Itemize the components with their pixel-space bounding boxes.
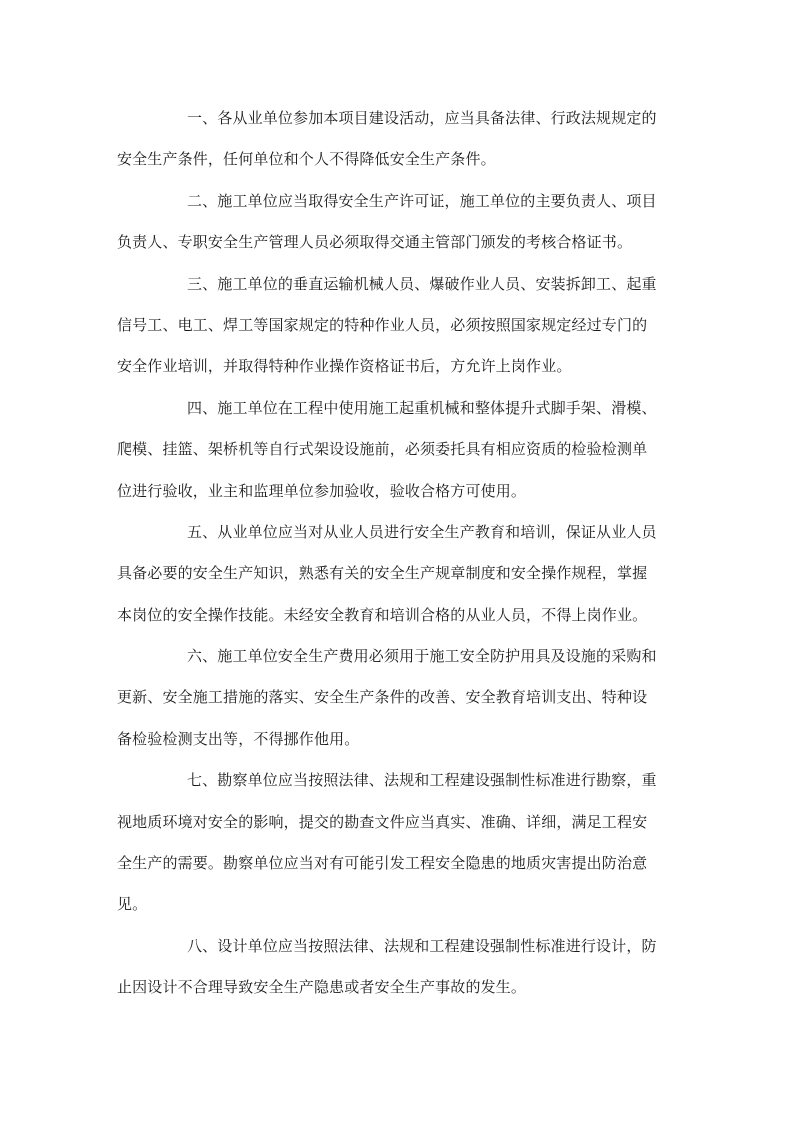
paragraph-line: 安全生产条件，任何单位和个人不得降低安全生产条件。 bbox=[117, 150, 496, 169]
paragraph-6 bbox=[117, 636, 677, 760]
paragraph-3 bbox=[117, 264, 677, 388]
paragraph-7 bbox=[117, 760, 677, 926]
paragraph-line: 七、勘察单位应当按照法律、法规和工程建设强制性标准进行勘察，重 bbox=[187, 771, 657, 790]
paragraph-line: 更新、安全施工措施的落实、安全生产条件的改善、安全教育培训支出、特种设 bbox=[117, 688, 648, 707]
paragraph-2 bbox=[117, 181, 677, 264]
paragraph-line: 位进行验收，业主和监理单位参加验收，验收合格方可使用。 bbox=[117, 481, 527, 500]
document-page bbox=[117, 98, 677, 1009]
paragraph-1 bbox=[117, 98, 677, 181]
paragraph-line: 五、从业单位应当对从业人员进行安全生产教育和培训，保证从业人员 bbox=[187, 522, 657, 541]
paragraph-line: 视地质环境对安全的影响，提交的勘查文件应当真实、准确、详细，满足工程安 bbox=[117, 812, 648, 831]
paragraph-line: 二、施工单位应当取得安全生产许可证，施工单位的主要负责人、项目 bbox=[187, 191, 657, 210]
paragraph-line: 止因设计不合理导致安全生产隐患或者安全生产事故的发生。 bbox=[117, 978, 527, 997]
paragraph-line: 四、施工单位在工程中使用施工起重机械和整体提升式脚手架、滑模、 bbox=[187, 398, 657, 417]
paragraph-line: 六、施工单位安全生产费用必须用于施工安全防护用具及设施的采购和 bbox=[187, 647, 657, 666]
paragraph-line: 爬模、挂篮、架桥机等自行式架设设施前，必须委托具有相应资质的检验检测单 bbox=[117, 440, 648, 459]
paragraph-line: 负责人、专职安全生产管理人员必须取得交通主管部门颁发的考核合格证书。 bbox=[117, 233, 633, 252]
paragraph-8 bbox=[117, 926, 677, 1009]
paragraph-5 bbox=[117, 512, 677, 636]
paragraph-line: 见。 bbox=[117, 895, 148, 914]
paragraph-line: 一、各从业单位参加本项目建设活动，应当具备法律、行政法规规定的 bbox=[187, 109, 657, 127]
paragraph-line: 三、施工单位的垂直运输机械人员、爆破作业人员、安装拆卸工、起重 bbox=[187, 274, 657, 293]
paragraph-line: 全生产的需要。勘察单位应当对有可能引发工程安全隐患的地质灾害提出防治意 bbox=[117, 854, 648, 873]
paragraph-line: 具备必要的安全生产知识，熟悉有关的安全生产规章制度和安全操作规程，掌握 bbox=[117, 564, 648, 583]
paragraph-line: 信号工、电工、焊工等国家规定的特种作业人员，必须按照国家规定经过专门的 bbox=[117, 315, 648, 334]
paragraph-line: 八、设计单位应当按照法律、法规和工程建设强制性标准进行设计，防 bbox=[187, 936, 657, 955]
paragraph-line: 本岗位的安全操作技能。未经安全教育和培训合格的从业人员，不得上岗作业。 bbox=[117, 605, 648, 624]
paragraph-line: 安全作业培训，并取得特种作业操作资格证书后，方允许上岗作业。 bbox=[117, 357, 572, 376]
paragraph-4 bbox=[117, 388, 677, 512]
paragraph-line: 备检验检测支出等，不得挪作他用。 bbox=[117, 729, 360, 748]
